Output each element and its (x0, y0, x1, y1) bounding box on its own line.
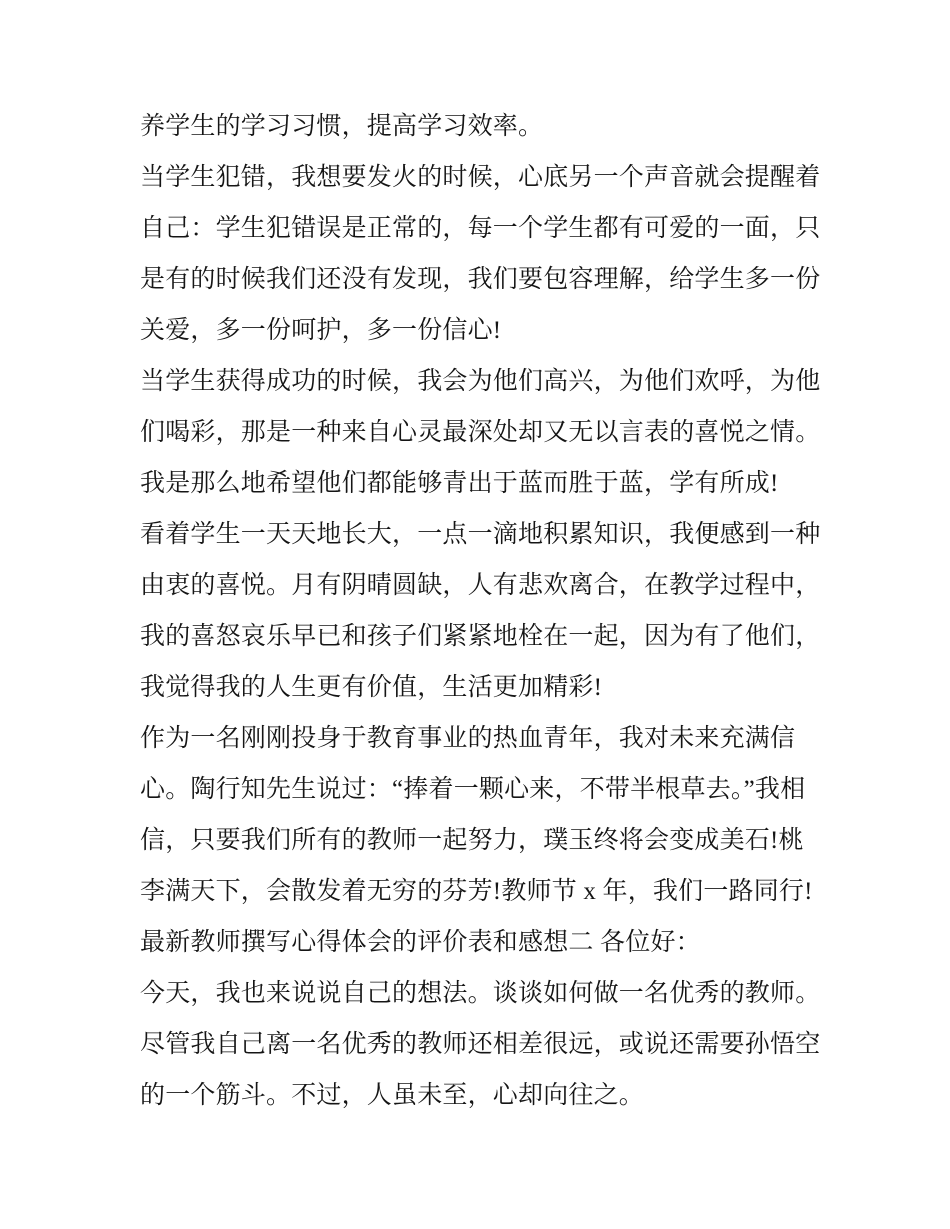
text-line-12: 我觉得我的人生更有价值，生活更加精彩! (140, 674, 603, 701)
text-line-11: 我的喜怒哀乐早已和孩子们紧紧地栓在一起，因为有了他们， (140, 623, 821, 650)
text-line-9: 看着学生一天天地长大，一点一滴地积累知识，我便感到一种 (140, 521, 821, 548)
text-line-7: 们喝彩，那是一种来自心灵最深处却又无以言表的喜悦之情。 (140, 419, 821, 446)
text-line-20: 的一个筋斗。不过，人虽未至，心却向往之。 (140, 1082, 645, 1109)
text-line-3: 自己：学生犯错误是正常的，每一个学生都有可爱的一面，只 (140, 215, 821, 242)
text-line-8: 我是那么地希望他们都能够青出于蓝而胜于蓝，学有所成! (140, 470, 779, 497)
text-line-18: 今天，我也来说说自己的想法。谈谈如何做一名优秀的教师。 (140, 980, 821, 1007)
text-line-17: 最新教师撰写心得体会的评价表和感想二 各位好： (140, 929, 701, 956)
text-line-16: 李满天下，会散发着无穷的芬芳!教师节 x 年，我们一路同行! (140, 878, 813, 905)
text-line-13: 作为一名刚刚投身于教育事业的热血青年，我对未来充满信 (140, 725, 796, 752)
text-line-10: 由衷的喜悦。月有阴晴圆缺，人有悲欢离合，在教学过程中， (140, 572, 821, 599)
text-line-5: 关爱，多一份呵护，多一份信心! (140, 317, 502, 344)
text-line-15: 信，只要我们所有的教师一起努力，璞玉终将会变成美石!桃 (140, 827, 804, 854)
text-line-1: 养学生的学习习惯，提高学习效率。 (140, 113, 544, 140)
document-text-block (140, 101, 830, 1121)
text-line-2: 当学生犯错，我想要发火的时候，心底另一个声音就会提醒着 (140, 164, 821, 191)
text-line-4: 是有的时候我们还没有发现，我们要包容理解，给学生多一份 (140, 266, 821, 293)
text-line-6: 当学生获得成功的时候，我会为他们高兴，为他们欢呼，为他 (140, 368, 821, 395)
text-line-14: 心。陶行知先生说过：“捧着一颗心来，不带半根草去。”我相 (140, 776, 806, 803)
text-line-19: 尽管我自己离一名优秀的教师还相差很远，或说还需要孙悟空 (140, 1031, 821, 1058)
